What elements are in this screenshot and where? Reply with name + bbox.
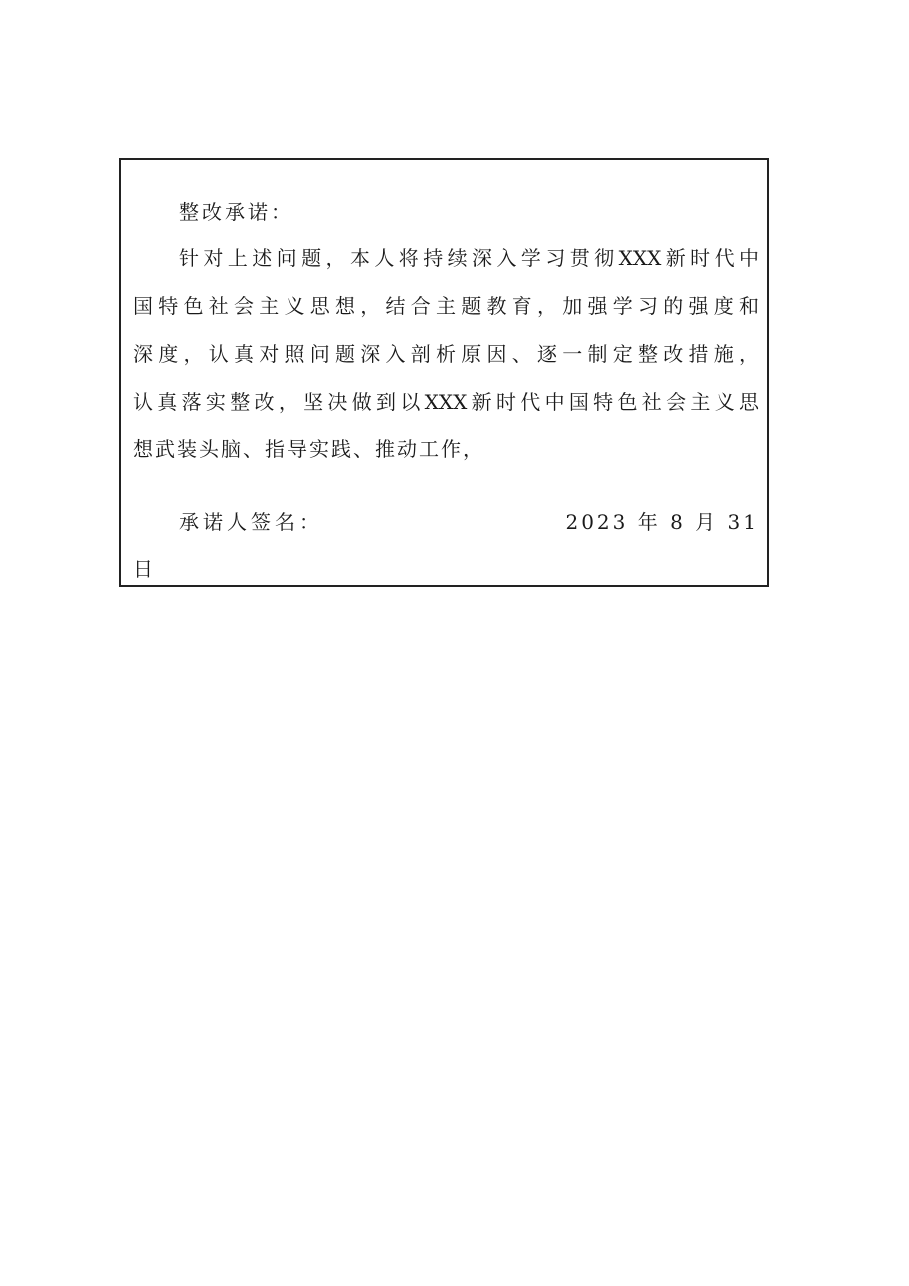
signature-date: 2023 年 8 月 31 <box>565 510 759 534</box>
commitment-line-1: 针对上述问题，本人将持续深入学习贯彻XXX新时代中 <box>179 246 759 270</box>
commitment-line-4: 认真落实整改，坚决做到以XXX新时代中国特色社会主义思 <box>133 390 759 414</box>
signature-date-day-suffix: 日 <box>133 557 155 581</box>
commitment-line-5: 想武装头脑、指导实践、推动工作， <box>133 437 485 461</box>
commitment-line-3: 深度，认真对照问题深入剖析原因、逐一制定整改措施， <box>133 342 759 366</box>
commitment-heading: 整改承诺： <box>179 200 294 224</box>
commitment-line-2: 国特色社会主义思想，结合主题教育，加强学习的强度和 <box>133 294 759 318</box>
commitment-box <box>119 158 769 587</box>
signature-label: 承诺人签名： <box>179 510 323 534</box>
